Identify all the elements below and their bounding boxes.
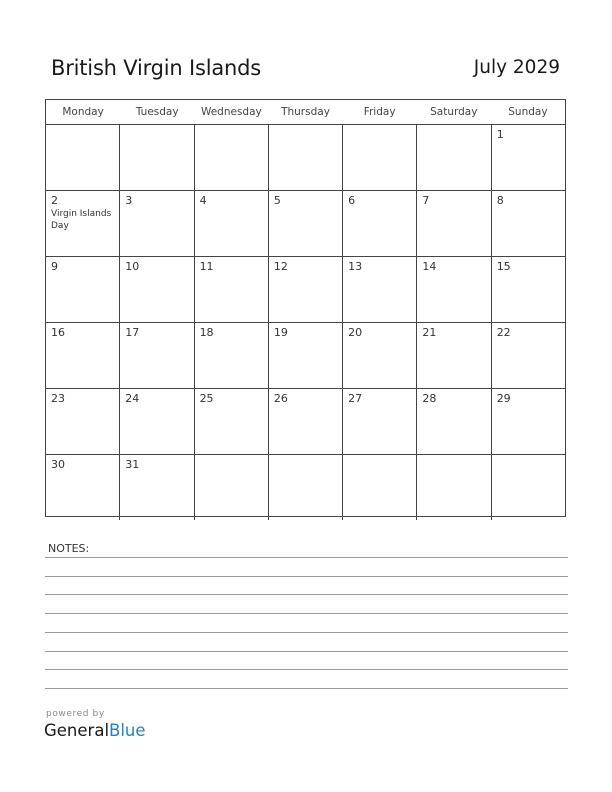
day-number: 31 xyxy=(125,458,140,471)
week-row xyxy=(46,455,565,520)
weekday-monday: Monday xyxy=(62,106,104,118)
day-number: 26 xyxy=(273,392,288,405)
weekday-header xyxy=(46,100,565,125)
day-number: 9 xyxy=(51,260,58,273)
day-number: 10 xyxy=(125,260,140,273)
day-number: 2 xyxy=(51,194,58,207)
weeks-container xyxy=(46,125,565,520)
day-cell[interactable] xyxy=(46,125,120,190)
powered-by-text: powered by xyxy=(46,709,105,719)
weekday-friday: Friday xyxy=(363,106,396,118)
day-cell[interactable] xyxy=(417,125,491,190)
day-cell[interactable] xyxy=(343,455,417,520)
day-number: 5 xyxy=(273,194,281,207)
week-row xyxy=(46,389,565,455)
day-cell[interactable] xyxy=(269,323,343,388)
weekday-thursday: Thursday xyxy=(281,106,330,118)
notes-label: NOTES: xyxy=(48,542,90,555)
day-cell[interactable] xyxy=(269,125,343,190)
day-number: 29 xyxy=(496,392,511,405)
day-cell[interactable] xyxy=(120,455,194,520)
day-number: 4 xyxy=(199,194,207,207)
weekday-sunday: Sunday xyxy=(508,106,548,118)
day-cell[interactable] xyxy=(120,257,194,322)
day-cell[interactable] xyxy=(269,389,343,454)
day-number: 24 xyxy=(125,392,140,405)
day-number: 15 xyxy=(496,260,511,273)
day-cell[interactable] xyxy=(46,191,120,256)
day-cell[interactable] xyxy=(120,323,194,388)
day-cell[interactable] xyxy=(492,191,565,256)
month-label: July 2029 xyxy=(473,57,560,78)
day-number: 22 xyxy=(496,326,511,339)
day-number: 7 xyxy=(422,194,430,207)
note-line xyxy=(45,632,568,633)
brand-general: General xyxy=(44,721,110,740)
day-cell[interactable] xyxy=(492,125,565,190)
note-line xyxy=(45,594,568,595)
brand-logo[interactable] xyxy=(44,721,146,740)
day-number: 14 xyxy=(422,260,437,273)
day-cell[interactable] xyxy=(120,191,194,256)
day-cell[interactable] xyxy=(343,257,417,322)
day-number: 12 xyxy=(273,260,288,273)
day-number: 27 xyxy=(348,392,363,405)
day-cell[interactable] xyxy=(269,191,343,256)
note-line xyxy=(45,613,568,614)
day-cell[interactable] xyxy=(195,455,269,520)
day-cell[interactable] xyxy=(343,389,417,454)
day-cell[interactable] xyxy=(417,389,491,454)
calendar-grid xyxy=(45,99,566,517)
note-line xyxy=(45,576,568,577)
day-number: 3 xyxy=(125,194,133,207)
day-cell[interactable] xyxy=(46,455,120,520)
brand-blue: Blue xyxy=(109,721,146,740)
weekday-wednesday: Wednesday xyxy=(200,106,262,118)
week-row xyxy=(46,323,565,389)
day-number: 25 xyxy=(199,392,214,405)
day-cell[interactable] xyxy=(343,125,417,190)
day-number: 20 xyxy=(348,326,363,339)
day-number: 23 xyxy=(51,392,65,405)
calendar-title: British Virgin Islands xyxy=(51,56,262,80)
weekday-saturday: Saturday xyxy=(430,106,478,118)
day-cell[interactable] xyxy=(492,257,565,322)
day-cell[interactable] xyxy=(492,389,565,454)
day-cell[interactable] xyxy=(46,257,120,322)
day-number: 21 xyxy=(422,326,437,339)
day-cell[interactable] xyxy=(343,323,417,388)
note-line xyxy=(45,557,568,558)
day-cell[interactable] xyxy=(417,323,491,388)
day-cell[interactable] xyxy=(195,125,269,190)
weekday-tuesday: Tuesday xyxy=(135,106,179,118)
holiday-label: Virgin Islands Day xyxy=(51,209,112,231)
day-number: 6 xyxy=(348,194,356,207)
week-row xyxy=(46,191,565,257)
day-cell[interactable] xyxy=(195,389,269,454)
day-number: 13 xyxy=(348,260,363,273)
note-line xyxy=(45,688,568,689)
day-number: 1 xyxy=(496,128,504,141)
day-cell[interactable] xyxy=(120,389,194,454)
day-cell[interactable] xyxy=(417,191,491,256)
day-cell[interactable] xyxy=(417,455,491,520)
note-line xyxy=(45,669,568,670)
day-number: 28 xyxy=(422,392,437,405)
day-cell[interactable] xyxy=(269,257,343,322)
day-cell[interactable] xyxy=(492,323,565,388)
note-line xyxy=(45,651,568,652)
day-cell[interactable] xyxy=(46,323,120,388)
day-cell[interactable] xyxy=(343,191,417,256)
week-row xyxy=(46,257,565,323)
week-row xyxy=(46,125,565,191)
day-number: 16 xyxy=(51,326,65,339)
day-cell[interactable] xyxy=(269,455,343,520)
day-cell[interactable] xyxy=(120,125,194,190)
day-number: 8 xyxy=(496,194,504,207)
day-number: 30 xyxy=(51,458,65,471)
day-cell[interactable] xyxy=(492,455,565,520)
day-number: 19 xyxy=(273,326,288,339)
day-number: 11 xyxy=(199,260,214,273)
day-number: 18 xyxy=(199,326,214,339)
day-cell[interactable] xyxy=(195,323,269,388)
day-cell[interactable] xyxy=(195,257,269,322)
day-cell[interactable] xyxy=(417,257,491,322)
day-cell[interactable] xyxy=(195,191,269,256)
day-cell[interactable] xyxy=(46,389,120,454)
day-number: 17 xyxy=(125,326,140,339)
